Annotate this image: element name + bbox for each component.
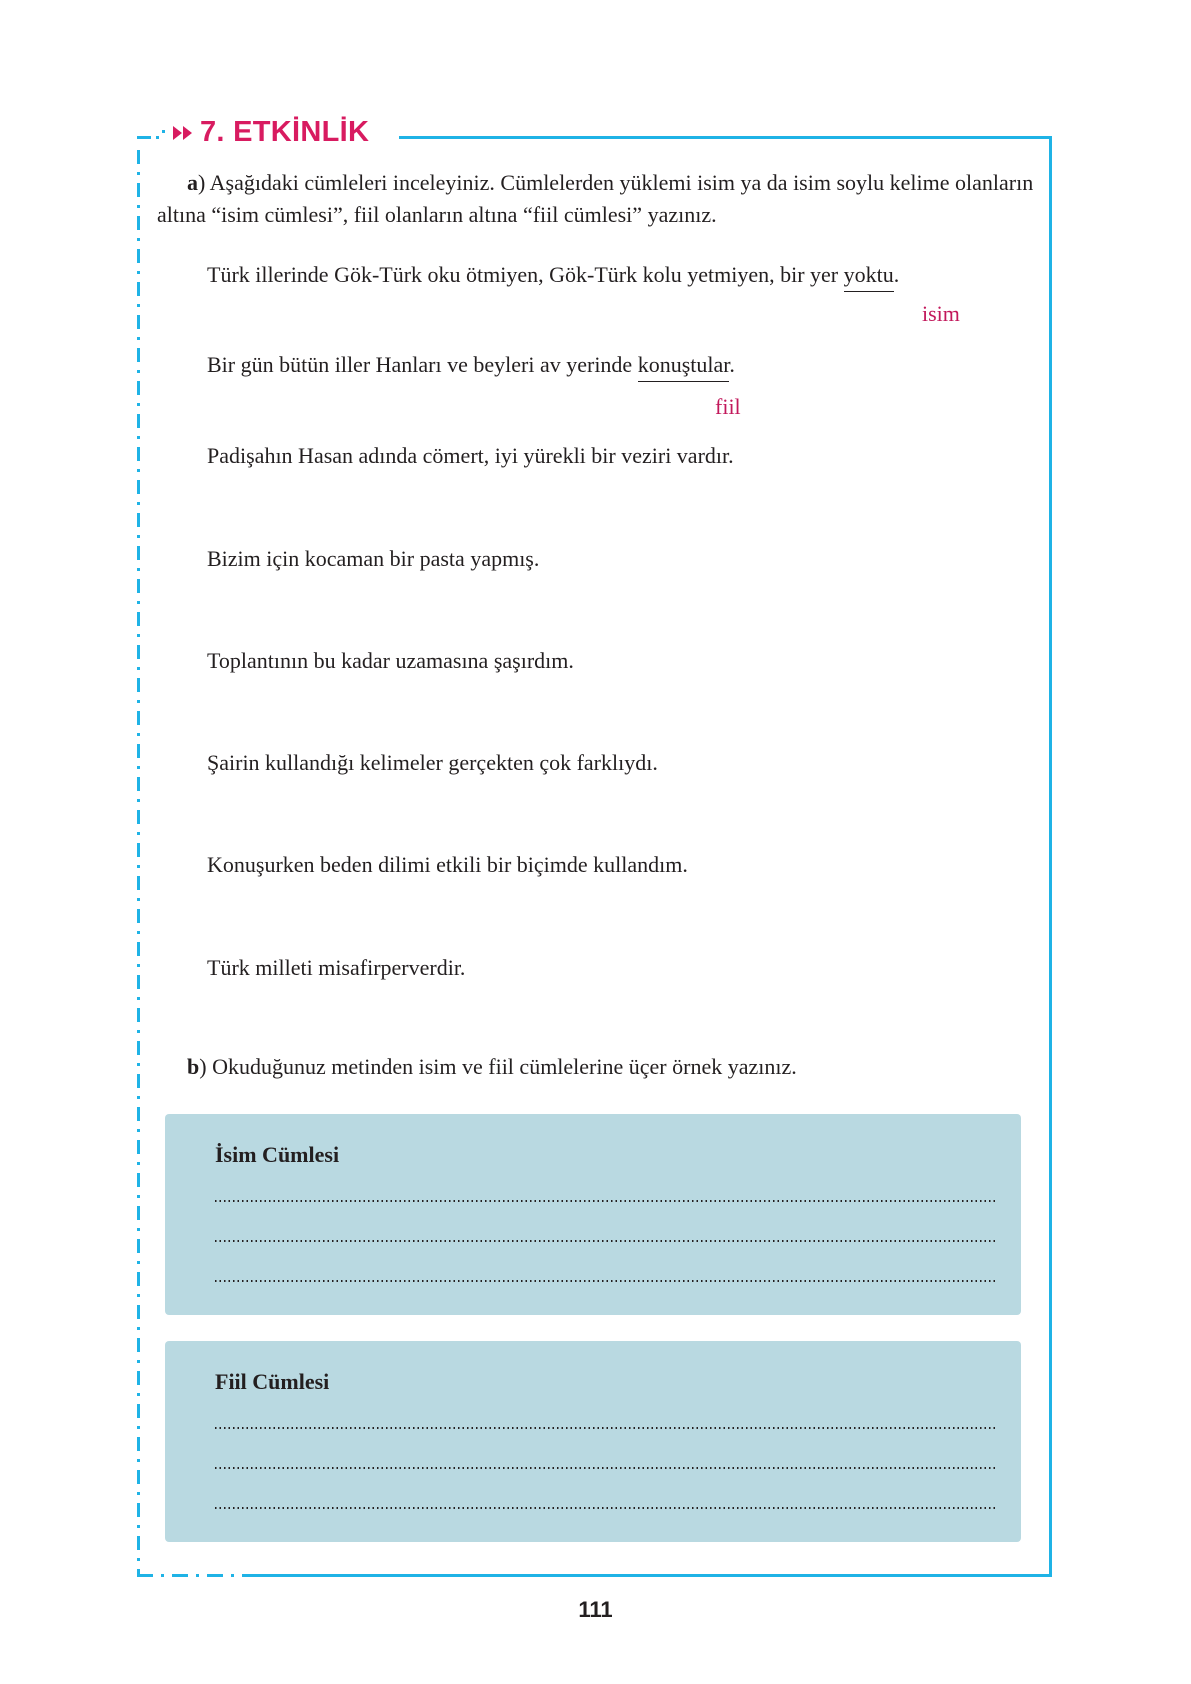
activity-title: 7. ETKİNLİK [200,116,370,148]
part-b-text: Okuduğunuz metinden isim ve fiil cümlelerine üçer örnek yazınız. [212,1054,797,1079]
answer-line[interactable] [215,1467,998,1469]
predicate-underlined: konuştular [638,352,730,382]
sentence-5: Toplantının bu kadar uzamasına şaşırdım. [207,648,574,673]
frame-left-dashed-border [137,150,140,1577]
part-a-letter: a [187,170,198,195]
answer-line[interactable] [215,1240,998,1242]
frame-bottom-border [248,1574,1052,1577]
sentence-2 [207,352,735,378]
box-title: İsim Cümlesi [215,1142,340,1167]
sentence-7: Konuşurken beden dilimi etkili bir biçimde kullandım. [207,852,688,877]
frame-right-border [1049,136,1052,1577]
sentence-3: Padişahın Hasan adında cömert, iyi yürekli bir veziri vardır. [207,443,734,468]
answer-sentence-1: isim [922,301,960,326]
part-a-instruction: a) Aşağıdaki cümleleri inceleyiniz. Cümlelerden yüklemi isim ya da isim soylu kelime olanların altına “isim cümlesi”, fiil olanların altına “fiil cümlesi” yazınız. [157,170,1034,227]
answer-sentence-2: fiil [715,394,741,419]
frame-top-border [399,136,1052,139]
answer-line[interactable] [215,1280,998,1282]
isim-cumlesi-box [165,1114,1021,1315]
answer-line[interactable] [215,1200,998,1202]
predicate-underlined: yoktu [844,262,894,292]
page-number: 111 [578,1597,613,1622]
sentence-punct: . [893,262,900,287]
sentence-8: Türk milleti misafirperverdir. [207,955,466,980]
fiil-cumlesi-box [165,1341,1021,1542]
sentence-punct: . [729,352,735,377]
sentence-text: Türk illerinde Gök-Türk oku ötmiyen, Gök-Türk kolu yetmiyen, bir yer [207,262,844,287]
sentence-4: Bizim için kocaman bir pasta yapmış. [207,546,540,571]
part-b-letter: b [187,1054,200,1079]
part-a-text: Aşağıdaki cümleleri inceleyiniz. Cümlelerden yüklemi isim ya da isim soylu kelime olanların altına “isim cümlesi”, fiil olanların altına “fiil cümlesi” yazınız. [157,170,1034,227]
sentence-1 [207,262,899,288]
frame-dot [162,130,165,133]
double-arrow-icon [173,126,193,140]
frame-corner-top-left [137,136,151,139]
frame-bottom-left-dashed [137,1574,248,1577]
frame-dot [156,136,159,139]
activity-heading [173,116,369,149]
answer-line[interactable] [215,1507,998,1509]
box-title: Fiil Cümlesi [215,1369,330,1394]
answer-line[interactable] [215,1427,998,1429]
sentence-6: Şairin kullandığı kelimeler gerçekten çok farklıydı. [207,750,658,775]
sentence-text: Bir gün bütün iller Hanları ve beyleri av yerinde [207,352,638,377]
part-b-instruction: b) Okuduğunuz metinden isim ve fiil cümlelerine üçer örnek yazınız. [187,1054,797,1079]
